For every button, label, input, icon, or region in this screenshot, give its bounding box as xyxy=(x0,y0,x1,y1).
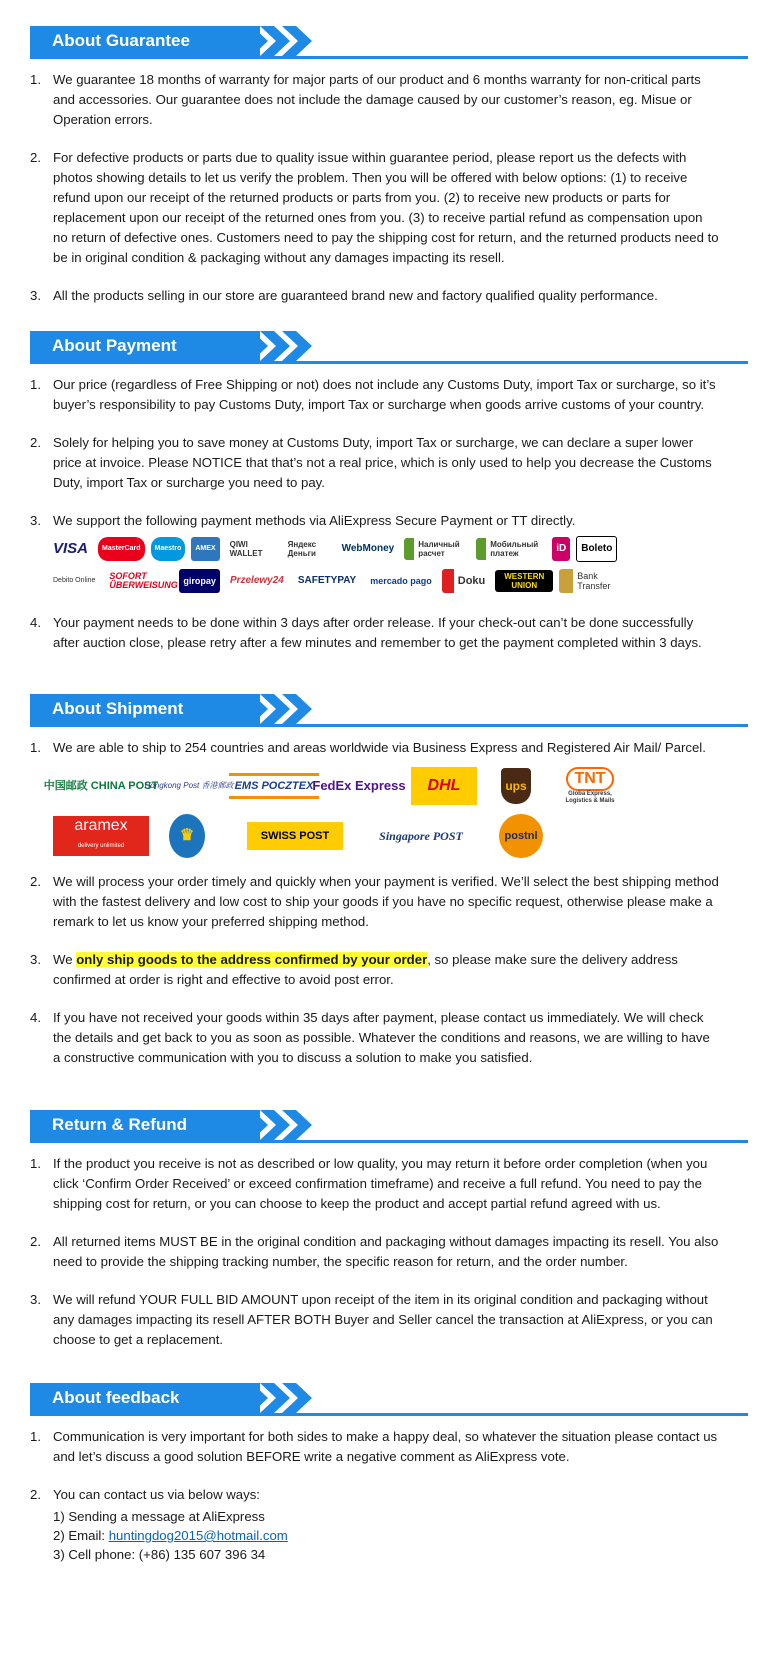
boleto-logo: Boleto xyxy=(576,536,617,562)
giropay-logo: giropay xyxy=(179,569,220,593)
list-item: 2. You can contact us via below ways: 1) Sending a message at AliExpress 2) Email: huntingdog2015@hotmail.com 3) Cell phone: (+86) 135 607 396 34 xyxy=(0,1485,760,1564)
chevrons-icon xyxy=(216,1110,328,1140)
singapore-post-logo: Singapore POST xyxy=(379,829,463,843)
list-item: 1. If the product you receive is not as described or low quality, you may return it before order completion (when you click ‘Confirm Order Received’ or exceed confirmation timeframe) and receive a full refund. You need to pay the shipping cost for return, or you can choose to keep the product and accept partial refund agreed with us. xyxy=(30,1156,708,1211)
payment-logos-row xyxy=(49,567,720,595)
section-payment xyxy=(0,331,760,653)
contact-email: 2) Email: huntingdog2015@hotmail.com xyxy=(53,1528,288,1543)
section-header xyxy=(30,331,760,365)
western-union-logo: WESTERN UNION xyxy=(495,570,553,592)
mercadopago-logo: mercado pago xyxy=(370,576,432,586)
list-item: 3. We support the following payment methods via AliExpress Secure Payment or TT directly. VISA MasterCard Maestro AMEX QIWI WALLET Яндекс Деньги WebMoney Наличный расчет Мобильный платеж iD Boleto Debito Online SOFORT ÜBERWEISUNG giropay Przelewy24 SAFETYPAY mercado pago Doku WESTERN UNION Bank Transfer xyxy=(0,511,760,595)
tnt-logo: TNT Globa Express, Logistics & Mails xyxy=(555,767,625,805)
list-item: 2. We will process your order timely and quickly when your payment is verified. We’ll select the best shipping method with the fastest delivery and low cost to ship your goods if you have no specific request, otherwise please make a remark to let us know your preferred shipping method. xyxy=(30,874,719,929)
section-title: About Shipment xyxy=(52,699,184,718)
bank-transfer-logo: Bank Transfer xyxy=(559,569,625,593)
list-item: 2. All returned items MUST BE in the original condition and packaging without damages impacting its resell. You also need to provide the shipping tracking number, the specific reason for return, and the order number. xyxy=(30,1234,719,1269)
guarantee-list xyxy=(0,70,760,306)
section-title: About feedback xyxy=(52,1388,180,1407)
carrier-logos-row xyxy=(53,810,720,862)
list-item: 3. All the products selling in our store are guaranteed brand new and factory qualified quality performance. xyxy=(30,288,658,303)
doku-logo: Doku xyxy=(442,569,490,593)
chevrons-icon xyxy=(216,1383,328,1413)
ups-logo: ups xyxy=(501,768,531,804)
sofort-logo: SOFORT ÜBERWEISUNG xyxy=(109,571,178,590)
list-item: 3. We will refund YOUR FULL BID AMOUNT upon receipt of the item in its original condition and packaging without any damages impacting its resell AFTER BOTH Buyer and Seller cancel the transaction at AliExpress, or you can choose to get a replacement. xyxy=(30,1292,713,1347)
section-header xyxy=(30,1110,760,1144)
webmoney-logo: WebMoney xyxy=(341,543,395,554)
safetypay-logo: SAFETYPAY xyxy=(297,575,357,586)
highlight-text: only ship goods to the address confirmed by your order xyxy=(76,952,428,967)
list-item: 1. We are able to ship to 254 countries and areas worldwide via Business Express and Registered Air Mail/ Parcel. 中国邮政 CHINA POST Hongkong Post 香港郵政 EMS POCZTEX FedEx Express DHL ups TNT Globa Express, Logistics & Mails aramex delivery unlimited ♛ SWISS POST Singapore POST postnl xyxy=(0,738,760,862)
chevrons-icon xyxy=(216,331,328,361)
contact-phone: 3) Cell phone: (+86) 135 607 396 34 xyxy=(53,1547,266,1562)
list-item: 1. Our price (regardless of Free Shipping or not) does not include any Customs Duty, import Tax or surcharge, so it’s buyer’s responsibility to pay Customs Duty, import Tax or surcharge when goods arrive customs of your country. xyxy=(30,377,716,412)
section-title: About Guarantee xyxy=(52,31,190,50)
refund-list xyxy=(0,1154,760,1350)
list-item: 2. Solely for helping you to save money at Customs Duty, import Tax or surcharge, we can declare a super lower price at invoice. Please NOTICE that that’s not a real price, which is only used to help you decrease the Customs Duty, import Tax or surcharge you need to pay. xyxy=(30,435,712,490)
feedback-list xyxy=(0,1427,760,1564)
list-item: 2. For defective products or parts due to quality issue within guarantee period, please report us the defects with photos showing details to let us verify the problem. Then you will be offered with below options: (1) to receive refund upon our receipt of the returned products or parts from you. (2) to receive new products or parts for replacement upon our receipt of the returned ones from you. (3) to receive partial refund as compensation upon no return of defective ones. Customers need to pay the shipping cost for return, and the returned products need to be in original condition & packaging without any damages impacting its resell. xyxy=(30,150,719,265)
debito-online-logo: Debito Online xyxy=(53,577,96,584)
section-feedback xyxy=(0,1383,760,1564)
contact-list xyxy=(53,1507,720,1564)
qiwi-logo: QIWI WALLET xyxy=(229,540,263,558)
payment-logos-row xyxy=(49,535,720,563)
list-item: 3. We only ship goods to the address confirmed by your order, so please make sure the delivery address confirmed at order is right and effective to avoid post error. xyxy=(30,952,678,987)
payment-list xyxy=(0,375,760,653)
section-title: About Payment xyxy=(52,336,177,355)
ems-logo: EMS POCZTEX xyxy=(229,773,319,799)
ideal-logo: iD xyxy=(552,537,570,561)
list-item: 4. If you have not received your goods within 35 days after payment, please contact us immediately. We will check the details and get back to you as soon as possible. Whatever the conditions and reasons, we are willing to have a constructive communication with you to discuss a solution to make you satisfied. xyxy=(30,1010,710,1065)
carrier-logos-row xyxy=(43,764,720,808)
cash-logo: Наличный расчет xyxy=(404,538,470,560)
przelewy24-logo: Przelewy24 xyxy=(229,575,284,586)
yandex-money-logo: Яндекс Деньги xyxy=(287,540,317,558)
list-item: 1. We guarantee 18 months of warranty for major parts of our product and 6 months warranty for non-critical parts and accessories. Our guarantee does not include the damage caused by our customer’s reason, eg. Misue or Operation errors. xyxy=(30,72,701,127)
section-title: Return & Refund xyxy=(52,1115,188,1134)
list-item: 4. Your payment needs to be done within 3 days after order release. If your check-out can’t be done successfully after auction close, please retry after a few minutes and remember to get the payment completed within 3 days. xyxy=(30,615,702,650)
section-refund xyxy=(0,1110,760,1350)
aramex-logo: aramex delivery unlimited xyxy=(53,816,149,856)
china-post-logo: 中国邮政 CHINA POST xyxy=(43,780,159,792)
chevrons-icon xyxy=(216,694,328,724)
list-item: 1. Communication is very important for both sides to make a happy deal, so whatever the situation please contact us and let’s discuss a good solution BEFORE write a negative comment as AliExpress vote. xyxy=(30,1429,718,1464)
mobile-payment-logo: Мобильный платеж xyxy=(476,538,546,560)
email-link[interactable]: huntingdog2015@hotmail.com xyxy=(108,1528,288,1543)
visa-logo: VISA xyxy=(53,540,89,557)
hongkong-post-logo: Hongkong Post 香港郵政 xyxy=(144,781,234,790)
fedex-logo: FedEx Express xyxy=(312,778,406,793)
section-shipment xyxy=(0,694,760,1068)
amex-logo: AMEX xyxy=(191,537,219,561)
section-header xyxy=(30,26,760,60)
sweden-post-logo: ♛ xyxy=(169,814,205,858)
swiss-post-logo: SWISS POST xyxy=(247,822,343,850)
section-header xyxy=(30,1383,760,1417)
shipment-list xyxy=(0,738,760,1068)
postnl-logo: postnl xyxy=(499,814,543,858)
maestro-logo: Maestro xyxy=(151,537,186,561)
section-guarantee xyxy=(0,26,760,306)
dhl-logo: DHL xyxy=(411,767,477,805)
mastercard-logo: MasterCard xyxy=(98,537,145,561)
contact-aliexpress: 1) Sending a message at AliExpress xyxy=(53,1509,265,1524)
chevrons-icon xyxy=(216,26,328,56)
section-header xyxy=(30,694,760,728)
